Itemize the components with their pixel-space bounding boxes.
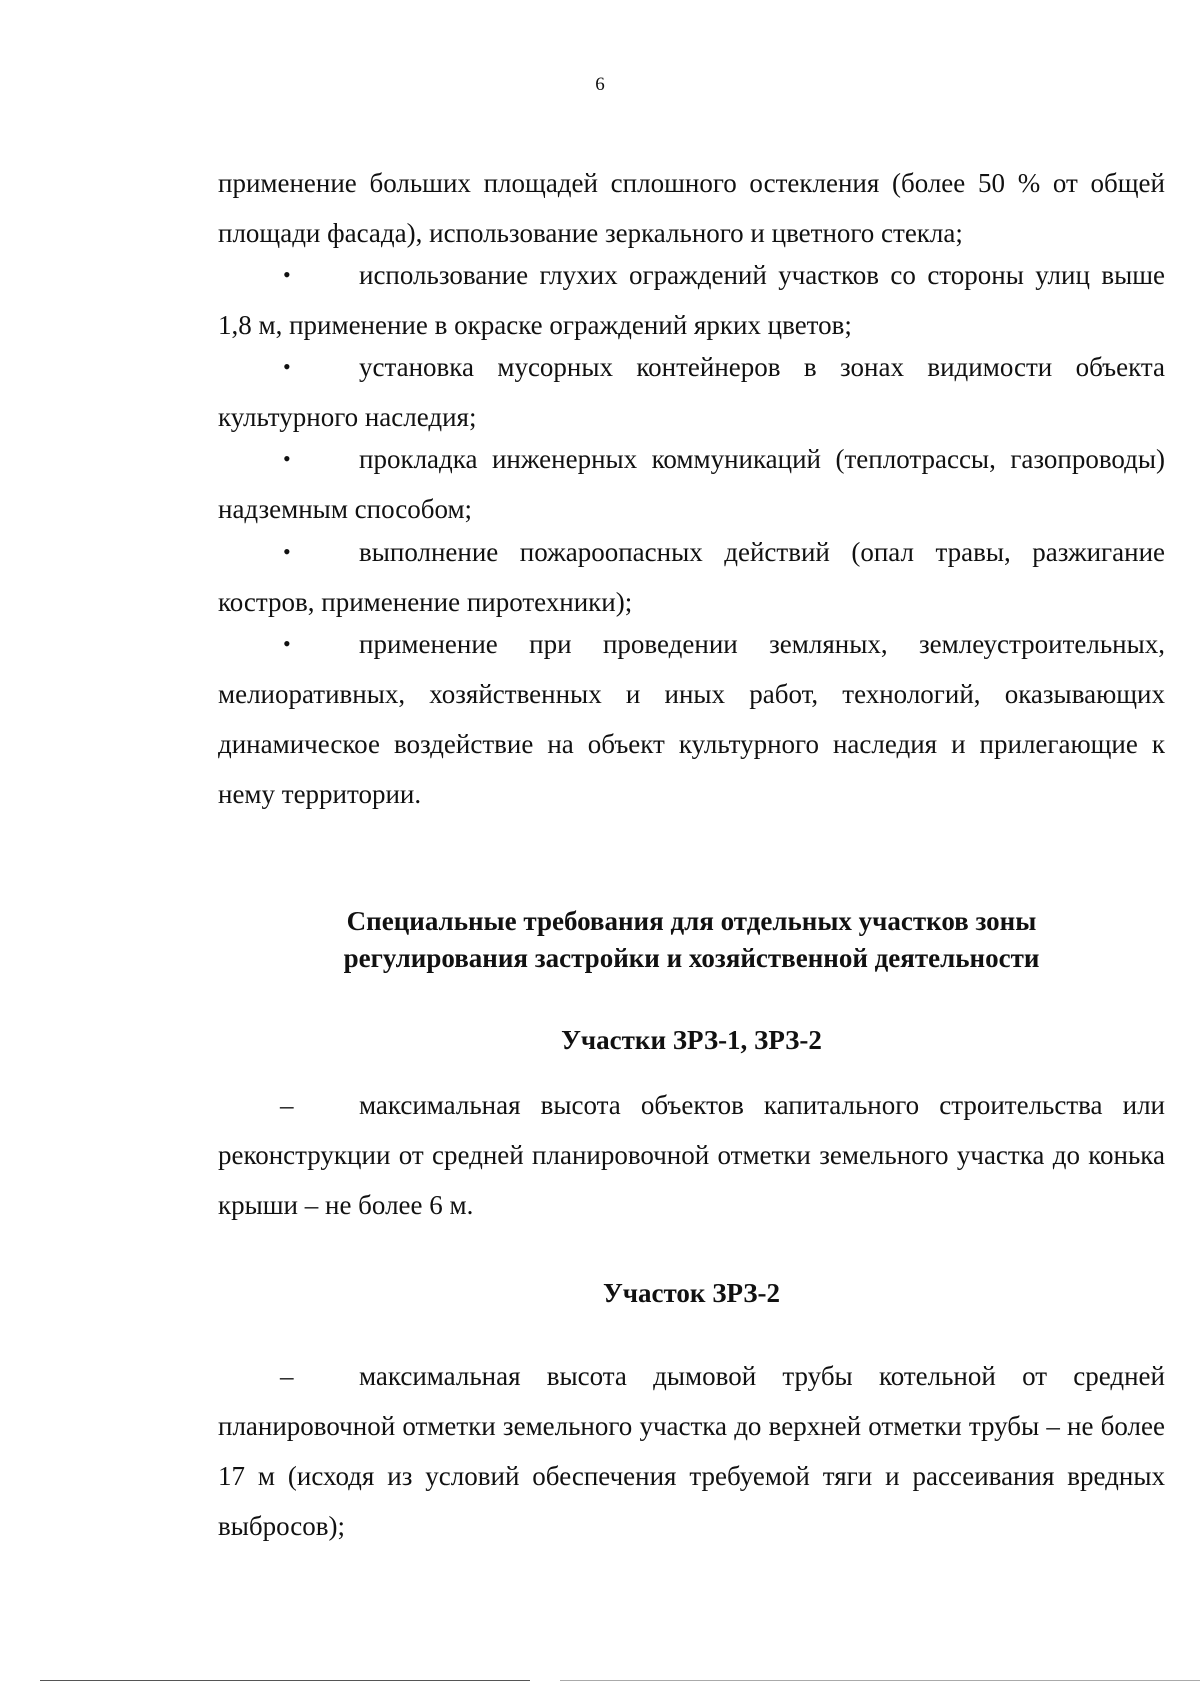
list-item-text: выполнение пожароопасных действий (опал травы, разжигание костров, применение пиротехники); xyxy=(218,537,1165,617)
intro-paragraph-text: применение больших площадей сплошного остекления (более 50 % от общей площади фасада), использование зеркального и цветного стекла; xyxy=(218,168,1165,248)
bullet-marker: • xyxy=(283,354,291,379)
footer-rule xyxy=(40,1680,530,1681)
list-item-text: максимальная высота объектов капитального строительства или реконструкции от средней планировочной отметки земельного участка до конька крыши – не более 6 м. xyxy=(218,1090,1165,1220)
footer-rule-faint xyxy=(560,1680,1200,1681)
list-item-text: использование глухих ограждений участков со стороны улиц выше 1,8 м, применение в окраске ограждений ярких цветов; xyxy=(218,260,1165,340)
bullet-marker: • xyxy=(283,446,291,471)
dash-marker: – xyxy=(280,1090,294,1120)
list-item xyxy=(218,342,1165,442)
list-item-text: установка мусорных контейнеров в зонах видимости объекта культурного наследия; xyxy=(218,352,1165,432)
list-item xyxy=(218,1351,1165,1551)
bullet-marker: • xyxy=(283,262,291,287)
bullet-list-item-2 xyxy=(218,342,1165,442)
list-item-text: максимальная высота дымовой трубы котельной от средней планировочной отметки земельного участка до верхней отметки трубы – не более 17 м (исходя из условий обеспечения требуемой тяги и рассеивания вредных выбросов); xyxy=(218,1361,1165,1541)
section-heading-line-2: регулирования застройки и хозяйственной деятельности xyxy=(343,943,1040,973)
subsection-2-item-1 xyxy=(218,1351,1165,1551)
bullet-list-item-1 xyxy=(218,250,1165,350)
bullet-list-item-4 xyxy=(218,527,1165,627)
subsection-2-title: Участок ЗРЗ-2 xyxy=(602,1278,781,1308)
list-item-text: прокладка инженерных коммуникаций (теплотрассы, газопроводы) надземным способом; xyxy=(218,444,1165,524)
section-heading-line-1: Специальные требования для отдельных участков зоны xyxy=(346,906,1037,936)
list-item xyxy=(218,619,1165,819)
bullet-marker: • xyxy=(283,539,291,564)
list-item xyxy=(218,250,1165,350)
page-number: 6 xyxy=(595,74,605,95)
dash-marker: – xyxy=(280,1361,294,1391)
subsection-1-item-1 xyxy=(218,1080,1165,1230)
bullet-list-item-3 xyxy=(218,434,1165,534)
intro-paragraph xyxy=(218,158,1165,258)
list-item-text: применение при проведении земляных, землеустроительных, мелиоративных, хозяйственных и иных работ, технологий, оказывающих динамическое воздействие на объект культурного наследия и прилегающие к нему территории. xyxy=(218,629,1165,809)
list-item xyxy=(218,434,1165,534)
list-item xyxy=(218,1080,1165,1230)
bullet-list-item-5 xyxy=(218,619,1165,819)
subsection-1-title: Участки ЗРЗ-1, ЗРЗ-2 xyxy=(561,1025,822,1055)
bullet-marker: • xyxy=(283,631,291,656)
list-item xyxy=(218,527,1165,627)
